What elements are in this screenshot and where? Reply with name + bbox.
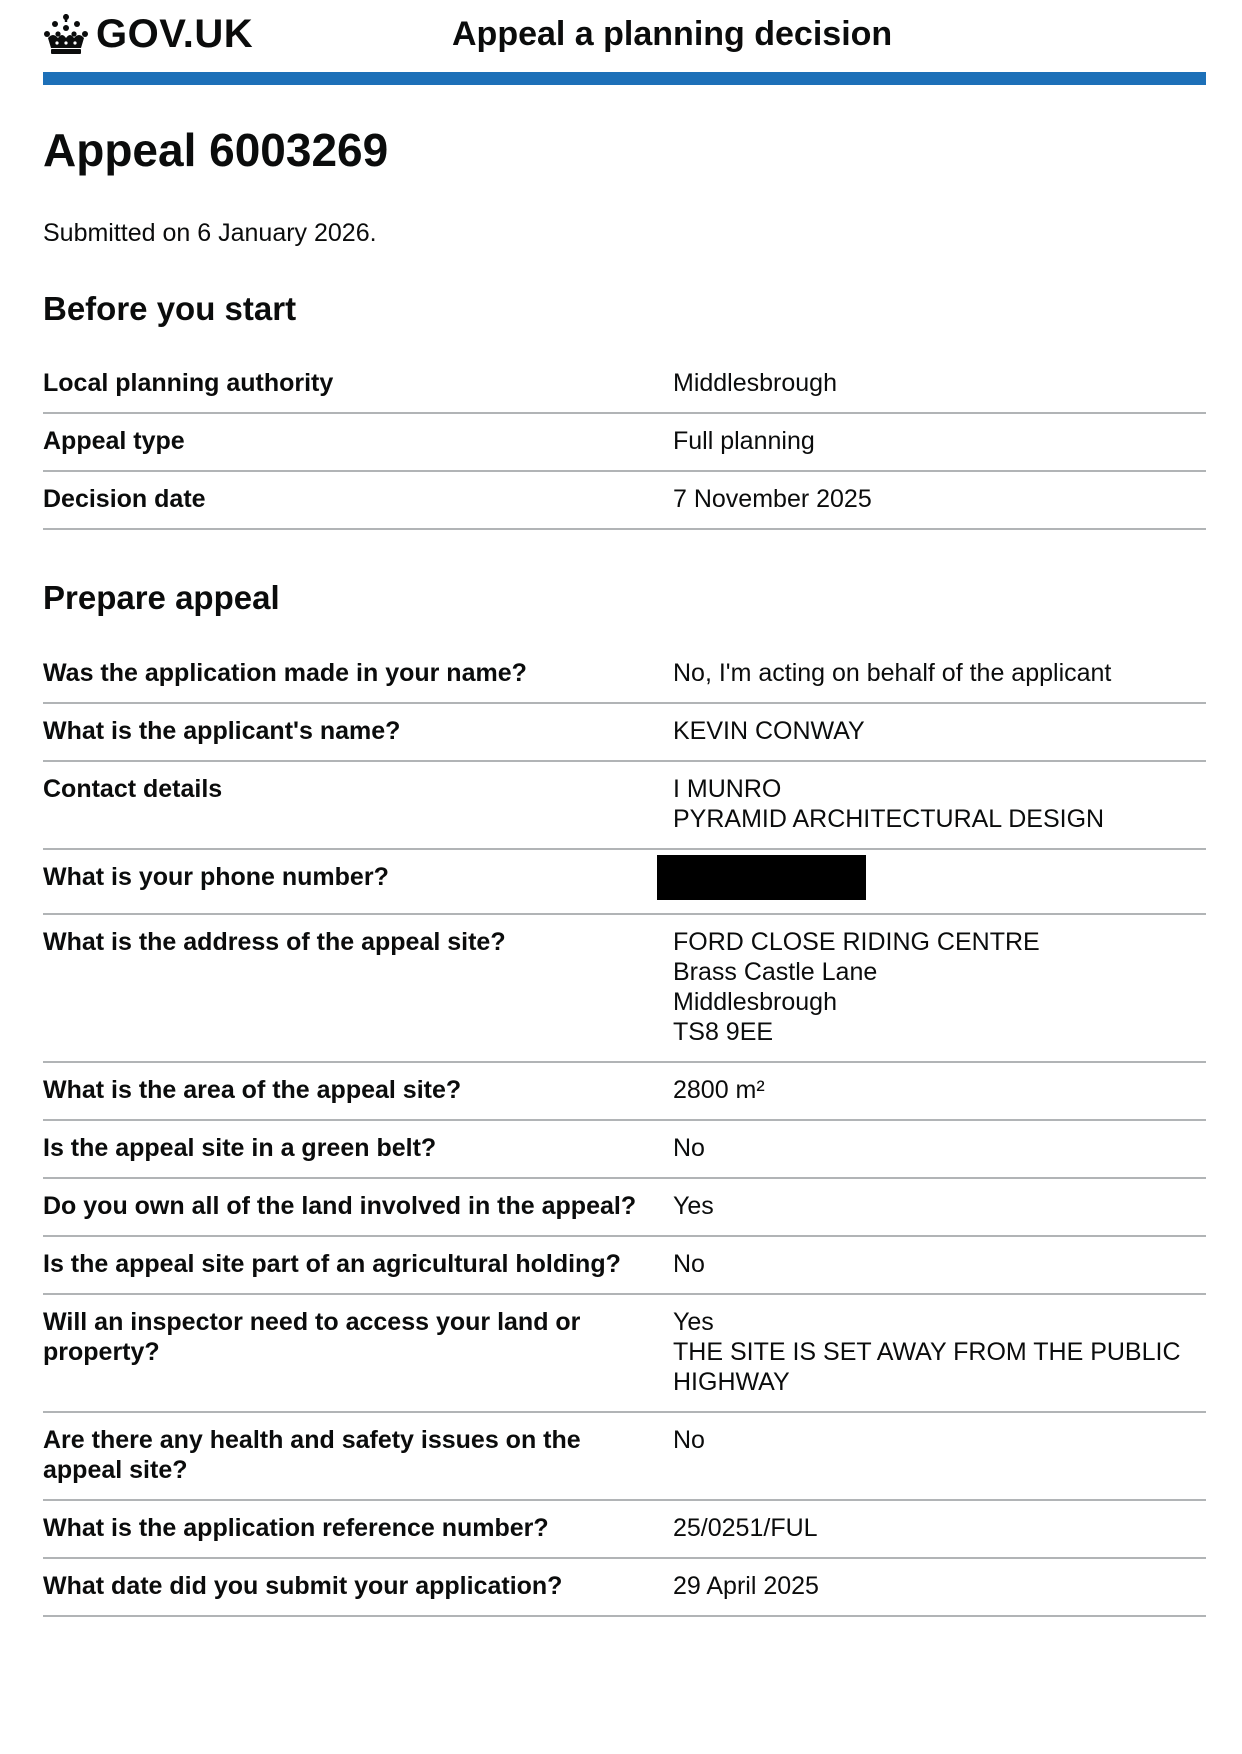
- summary-key: What is your phone number?: [43, 863, 389, 891]
- summary-row: [43, 703, 1206, 761]
- address-line: FORD CLOSE RIDING CENTRE: [673, 928, 1040, 956]
- summary-key: Will an inspector need to access your land or property?: [43, 1308, 581, 1366]
- summary-value: No: [673, 1250, 705, 1278]
- summary-value: 25/0251/FUL: [673, 1514, 818, 1542]
- summary-key: What is the applicant's name?: [43, 717, 401, 745]
- summary-key: What is the area of the appeal site?: [43, 1076, 462, 1104]
- access-answer: Yes: [673, 1308, 714, 1336]
- summary-key: Decision date: [43, 485, 206, 513]
- summary-row: [43, 1178, 1206, 1236]
- summary-row: [43, 413, 1206, 471]
- summary-value: 7 November 2025: [673, 485, 872, 513]
- page: [43, 0, 1206, 1600]
- summary-key: Appeal type: [43, 427, 185, 455]
- summary-key: What is the address of the appeal site?: [43, 928, 506, 956]
- summary-value: [673, 914, 1206, 1062]
- contact-name: I MUNRO: [673, 775, 782, 803]
- summary-row: [43, 1120, 1206, 1178]
- submitted-date: Submitted on 6 January 2026.: [43, 219, 377, 247]
- access-reason: THE SITE IS SET AWAY FROM THE PUBLIC HIGHWAY: [673, 1338, 1181, 1396]
- summary-value: Full planning: [673, 427, 815, 455]
- summary-key: Is the appeal site in a green belt?: [43, 1134, 437, 1162]
- summary-value: 29 April 2025: [673, 1572, 819, 1600]
- summary-row: [43, 1294, 1206, 1412]
- summary-value: 2800 m²: [673, 1076, 765, 1104]
- service-name[interactable]: Appeal a planning decision: [452, 15, 893, 53]
- summary-key: Do you own all of the land involved in the appeal?: [43, 1192, 637, 1220]
- summary-list-prepare-appeal: [43, 646, 1206, 1617]
- summary-row: [43, 1412, 1206, 1500]
- summary-value: No, I'm acting on behalf of the applicant: [673, 659, 1112, 687]
- summary-key: What date did you submit your application?: [43, 1572, 563, 1600]
- summary-value: [673, 1294, 1206, 1412]
- brand-text: GOV.UK: [96, 12, 254, 56]
- summary-value: [673, 849, 1206, 914]
- summary-key: Contact details: [43, 775, 223, 803]
- summary-key: Was the application made in your name?: [43, 659, 527, 687]
- summary-key: Are there any health and safety issues on the appeal site?: [43, 1426, 581, 1484]
- summary-key: What is the application reference number?: [43, 1514, 549, 1542]
- govuk-logo[interactable]: [43, 10, 253, 58]
- summary-value: [673, 761, 1206, 849]
- contact-company: PYRAMID ARCHITECTURAL DESIGN: [673, 805, 1105, 833]
- crown-icon: [43, 12, 89, 56]
- address-line: Brass Castle Lane: [673, 958, 878, 986]
- section-heading-before-you-start: Before you start: [43, 290, 297, 327]
- summary-row: [43, 1500, 1206, 1558]
- summary-value: KEVIN CONWAY: [673, 717, 865, 745]
- header-bar: [43, 72, 1206, 85]
- address-line: Middlesbrough: [673, 988, 837, 1016]
- summary-row: [43, 761, 1206, 849]
- summary-row: [43, 849, 1206, 914]
- redacted-phone-number: [657, 855, 866, 900]
- header: [43, 0, 1206, 72]
- summary-list-before-you-start: [43, 356, 1206, 530]
- summary-row: [43, 356, 1206, 413]
- summary-row: [43, 471, 1206, 529]
- section-heading-prepare-appeal: Prepare appeal: [43, 579, 280, 616]
- summary-value: Middlesbrough: [673, 369, 837, 397]
- summary-key: Local planning authority: [43, 369, 334, 397]
- address-postcode: TS8 9EE: [673, 1018, 774, 1046]
- summary-key: Is the appeal site part of an agricultural holding?: [43, 1250, 621, 1278]
- page-title: Appeal 6003269: [43, 124, 389, 176]
- summary-value: No: [673, 1134, 705, 1162]
- summary-value: Yes: [673, 1192, 714, 1220]
- summary-row: [43, 1558, 1206, 1616]
- summary-row: [43, 914, 1206, 1062]
- summary-row: [43, 1062, 1206, 1120]
- summary-value: No: [673, 1426, 705, 1454]
- summary-row: [43, 1236, 1206, 1294]
- summary-row: [43, 646, 1206, 703]
